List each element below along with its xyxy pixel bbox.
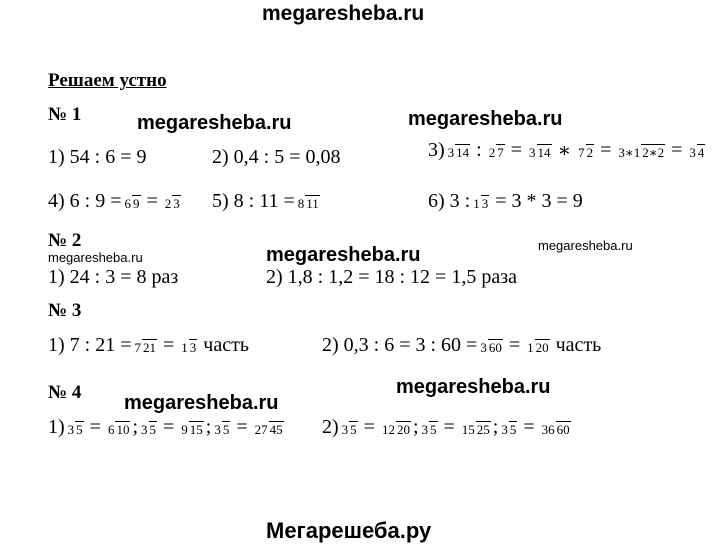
task-1-item-4: 4) 6 : 9 = 6 9 = 2 3 xyxy=(48,190,180,212)
watermark-c: megaresheba.ru xyxy=(266,244,421,266)
task-4-item-2: 2) 3 5 = 12 20 ; 3 5 = 15 25 ; 3 5 = 36 60 xyxy=(322,416,570,438)
task-2-item-1: 1) 24 : 3 = 8 раз xyxy=(48,266,179,288)
task-4-label: № 4 xyxy=(48,382,82,403)
task-1-item-2: 2) 0,4 : 5 = 0,08 xyxy=(212,146,341,168)
task-4-item-1: 1) 3 5 = 6 10 ; 3 5 = 9 15 ; 3 5 = 27 45 xyxy=(48,416,283,438)
watermark-g: megaresheba.ru xyxy=(124,392,279,414)
watermark-top: megaresheba.ru xyxy=(262,2,425,25)
watermark-footer: Мегарешеба.ру xyxy=(266,518,432,543)
watermark-small-left: megaresheba.ru xyxy=(48,250,143,265)
section-title: Решаем устно xyxy=(48,70,167,91)
watermark-small-right: megaresheba.ru xyxy=(538,238,633,253)
task-3-item-1: 1) 7 : 21 = 7 21 = 1 3 часть xyxy=(48,334,249,356)
watermark-b: megaresheba.ru xyxy=(408,108,563,130)
watermark-a: megaresheba.ru xyxy=(137,112,292,134)
task-1-item-6: 6) 3 : 1 3 = 3 * 3 = 9 xyxy=(428,190,583,212)
task-1-item-1: 1) 54 : 6 = 9 xyxy=(48,146,147,168)
task-2-item-2: 2) 1,8 : 1,2 = 18 : 12 = 1,5 раза xyxy=(266,266,517,288)
task-3-label: № 3 xyxy=(48,300,82,321)
watermark-e: megaresheba.ru xyxy=(396,376,551,398)
task-3-item-2: 2) 0,3 : 6 = 3 : 60 = 3 60 = 1 20 часть xyxy=(322,334,602,356)
task-2-label: № 2 xyxy=(48,230,82,251)
task-1-item-5: 5) 8 : 11 = 8 11 xyxy=(212,190,319,212)
task-1-label: № 1 xyxy=(48,104,82,125)
task-1-item-3: 3) 3 14 : 2 7 = 3 14 ∗ 7 2 = 3∗1 2∗2 = 3 4 xyxy=(428,139,705,162)
